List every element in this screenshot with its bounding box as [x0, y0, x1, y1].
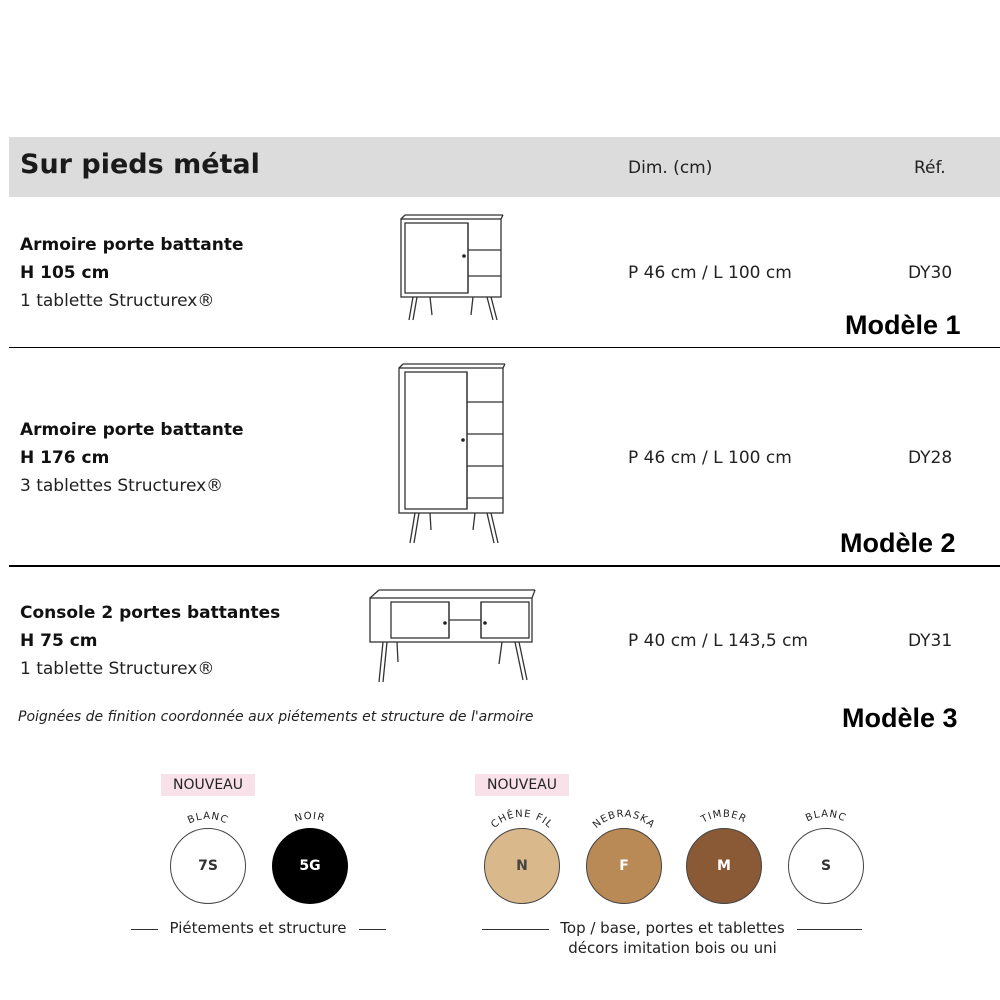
section-title: Sur pieds métal	[20, 149, 260, 180]
product-3-name: Console 2 portes battantes	[20, 603, 281, 623]
handle-finish-note: Poignées de finition coordonnée aux piétements et structure de l'armoire	[18, 709, 534, 725]
swatch-blanc-s[interactable]: S	[788, 828, 864, 904]
product-2-height: H 176 cm	[20, 448, 110, 468]
cabinet-2-drawing	[393, 360, 513, 550]
swatch-blanc-7s[interactable]: 7S	[170, 828, 246, 904]
caption-rule	[797, 929, 862, 930]
row-divider	[9, 347, 1000, 348]
product-1-reference: DY30	[908, 263, 953, 283]
product-1-model-label: Modèle 1	[845, 310, 961, 340]
swatch-blanc-top-label: BLANC	[804, 808, 848, 825]
product-2-reference: DY28	[908, 448, 953, 468]
structure-caption: Piétements et structure	[169, 919, 347, 937]
top-caption-line-1: Top / base, portes et tablettes	[560, 919, 785, 937]
caption-rule	[482, 929, 549, 930]
cabinet-1-drawing	[395, 212, 510, 330]
product-2-name: Armoire porte battante	[20, 420, 244, 440]
caption-rule	[359, 929, 386, 930]
swatch-chene-fil-label: CHÊNE FIL	[489, 808, 555, 831]
svg-text:NOIR	[293, 811, 326, 825]
swatch-noir-5g[interactable]: 5G	[272, 828, 348, 904]
product-1-dimensions: P 46 cm / L 100 cm	[628, 263, 792, 283]
swatch-nebraska-f[interactable]: F	[586, 828, 662, 904]
swatch-nebraska-label: NEBRASKA	[591, 808, 658, 831]
row-divider-thick	[9, 565, 1000, 567]
product-3-reference: DY31	[908, 631, 953, 651]
svg-text:TIMBER	[699, 809, 749, 826]
caption-rule	[131, 929, 158, 930]
product-1-name: Armoire porte battante	[20, 235, 244, 255]
product-3-height: H 75 cm	[20, 631, 98, 651]
product-2-dimensions: P 46 cm / L 100 cm	[628, 448, 792, 468]
product-2-model-label: Modèle 2	[840, 528, 956, 558]
svg-text:BLANC	[804, 809, 848, 825]
dimensions-column-header: Dim. (cm)	[628, 158, 713, 178]
top-caption-line-2: décors imitation bois ou uni	[568, 939, 777, 957]
console-3-drawing	[365, 582, 540, 692]
product-1-shelves: 1 tablette Structurex®	[20, 291, 215, 311]
reference-column-header: Réf.	[914, 158, 946, 178]
svg-text:BLANC	[186, 811, 230, 827]
swatch-noir-structure-label: NOIR	[293, 810, 327, 825]
product-3-shelves: 1 tablette Structurex®	[20, 659, 215, 679]
product-2-shelves: 3 tablettes Structurex®	[20, 476, 224, 496]
swatch-timber-label: TIMBER	[699, 808, 749, 826]
new-badge-structure: NOUVEAU	[161, 774, 255, 796]
product-3-model-label: Modèle 3	[842, 703, 958, 733]
product-1-height: H 105 cm	[20, 263, 110, 283]
swatch-timber-m[interactable]: M	[686, 828, 762, 904]
new-badge-top: NOUVEAU	[475, 774, 569, 796]
swatch-chene-fil-n[interactable]: N	[484, 828, 560, 904]
swatch-blanc-structure-label: BLANC	[186, 810, 230, 827]
product-3-dimensions: P 40 cm / L 143,5 cm	[628, 631, 808, 651]
